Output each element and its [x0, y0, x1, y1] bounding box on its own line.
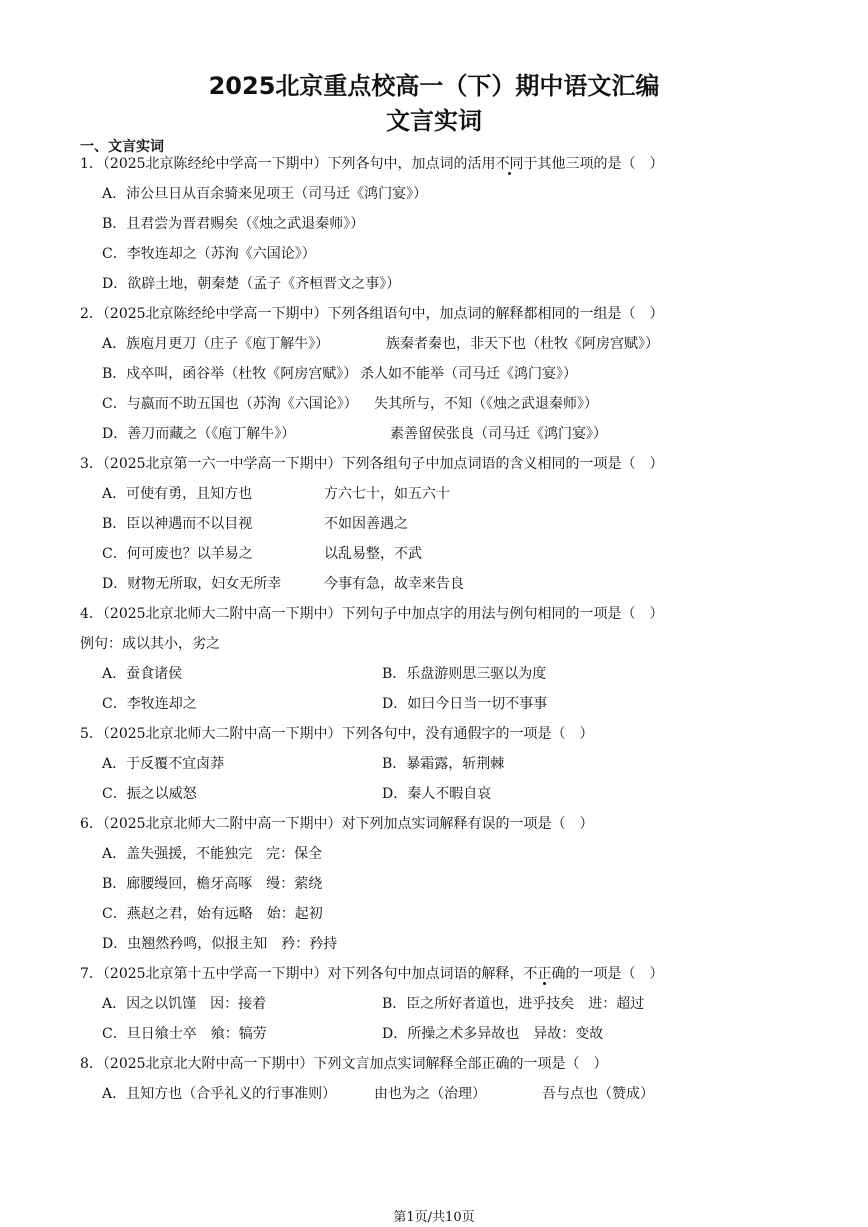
question-4-option-c: C．李牧连却之	[102, 696, 197, 712]
question-6-option-d: D．虫翘然矜鸣，似报主知 矜：矜持	[102, 936, 338, 952]
question-6-option-a: A．盖失强援，不能独完 完：保全	[102, 846, 323, 862]
question-4-stem: 4．（2025北京北师大二附中高一下期中）下列句子中加点字的用法与例句相同的一项是（ ）	[80, 606, 664, 622]
question-6-option-b: B．廊腰缦回，檐牙高啄 缦：萦绕	[102, 876, 323, 892]
question-3-stem: 3．（2025北京第一六一中学高一下期中）下列各组句子中加点词语的含义相同的一项是（ ）	[80, 456, 664, 472]
question-7-option-a: A．因之以饥馑 因：接着	[102, 996, 267, 1012]
question-3-option-c: C．何可废也？以羊易之	[102, 546, 253, 562]
question-8-option-a-part3: 吾与点也（赞成）	[542, 1086, 654, 1102]
question-3-option-d-part2: 今事有急，故幸来告良	[324, 576, 464, 592]
question-1-stem: 1．（2025北京陈经纶中学高一下期中）下列各句中，加点词的活用不同于其他三项的是（ ）	[80, 156, 664, 172]
question-2-option-a: A．族庖月更刀（庄子《庖丁解牛》）	[102, 336, 330, 352]
question-3-option-a-part2: 方六七十，如五六十	[324, 486, 450, 502]
question-7-option-d: D．所操之术多异故也 异故：变故	[382, 1026, 604, 1042]
question-3-option-a: A．可使有勇，且知方也	[102, 486, 253, 502]
question-4-option-b: B．乐盘游则思三驱以为度	[382, 666, 547, 682]
question-2-option-d-part2: 素善留侯张良（司马迁《鸿门宴》）	[390, 426, 607, 442]
question-4-example: 例句：成以其小，劣之	[80, 636, 220, 652]
page-title: 2025北京重点校高一（下）期中语文汇编	[208, 72, 660, 100]
question-1-option-c: C．李牧连却之（苏洵《六国论》）	[102, 246, 316, 262]
question-2-option-b: B．戍卒叫，函谷举（杜牧《阿房宫赋》）	[102, 366, 358, 382]
question-6-stem: 6．（2025北京北师大二附中高一下期中）对下列加点实词解释有误的一项是（ ）	[80, 816, 594, 832]
question-5-option-c: C．振之以威怒	[102, 786, 197, 802]
question-2-option-c: C．与嬴而不助五国也（苏洵《六国论》）	[102, 396, 358, 412]
question-7-option-c: C．旦日飨士卒 飨：犒劳	[102, 1026, 267, 1042]
question-1-option-b: B．且君尝为晋君赐矣（《烛之武退秦师》）	[102, 216, 365, 232]
question-3-option-c-part2: 以乱易整，不武	[324, 546, 422, 562]
question-8-option-a: A．且知方也（合乎礼义的行事准则）	[102, 1086, 337, 1102]
question-6-option-c: C．燕赵之君，始有远略 始：起初	[102, 906, 323, 922]
question-5-stem: 5．（2025北京北师大二附中高一下期中）下列各句中，没有通假字的一项是（ ）	[80, 726, 594, 742]
question-3-option-d: D．财物无所取，妇女无所幸	[102, 576, 282, 592]
question-5-option-a: A．于反覆不宜卤莽	[102, 756, 225, 772]
question-1-option-d: D．欲辟土地，朝秦楚（孟子《齐桓晋文之事》）	[102, 276, 401, 292]
question-2-option-b-part2: 杀人如不能举（司马迁《鸿门宴》）	[360, 366, 577, 382]
question-2-stem: 2．（2025北京陈经纶中学高一下期中）下列各组语句中，加点词的解释都相同的一组是（ ）	[80, 306, 664, 322]
page-subtitle: 文言实词	[386, 107, 482, 135]
question-1-option-a: A．沛公旦日从百余骑来见项王（司马迁《鸿门宴》）	[102, 186, 428, 202]
question-8-option-a-part2: 由也为之（治理）	[374, 1086, 486, 1102]
page-footer: 第1页/共10页	[393, 1210, 475, 1225]
question-5-option-d: D．秦人不暇自哀	[382, 786, 492, 802]
question-7-option-b: B．臣之所好者道也，进乎技矣 进：超过	[382, 996, 645, 1012]
question-8-stem: 8．（2025北京北大附中高一下期中）下列文言加点实词解释全部正确的一项是（ ）	[80, 1056, 608, 1072]
question-4-option-a: A．蚕食诸侯	[102, 666, 183, 682]
question-3-option-b-part2: 不如因善遇之	[324, 516, 408, 532]
question-5-option-b: B．暴霜露，斩荆棘	[382, 756, 505, 772]
question-4-option-d: D．如曰今日当一切不事事	[382, 696, 548, 712]
question-2-option-d: D．善刀而藏之（《庖丁解牛》）	[102, 426, 296, 442]
question-7-stem: 7．（2025北京第十五中学高一下期中）对下列各句中加点词语的解释，不正确的一项是（ ）	[80, 966, 664, 982]
question-3-option-b: B．臣以神遇而不以目视	[102, 516, 253, 532]
question-2-option-c-part2: 失其所与，不知（《烛之武退秦师》）	[374, 396, 598, 412]
section-heading: 一、文言实词	[80, 139, 164, 155]
question-2-option-a-part2: 族秦者秦也，非天下也（杜牧《阿房宫赋》）	[386, 336, 659, 352]
